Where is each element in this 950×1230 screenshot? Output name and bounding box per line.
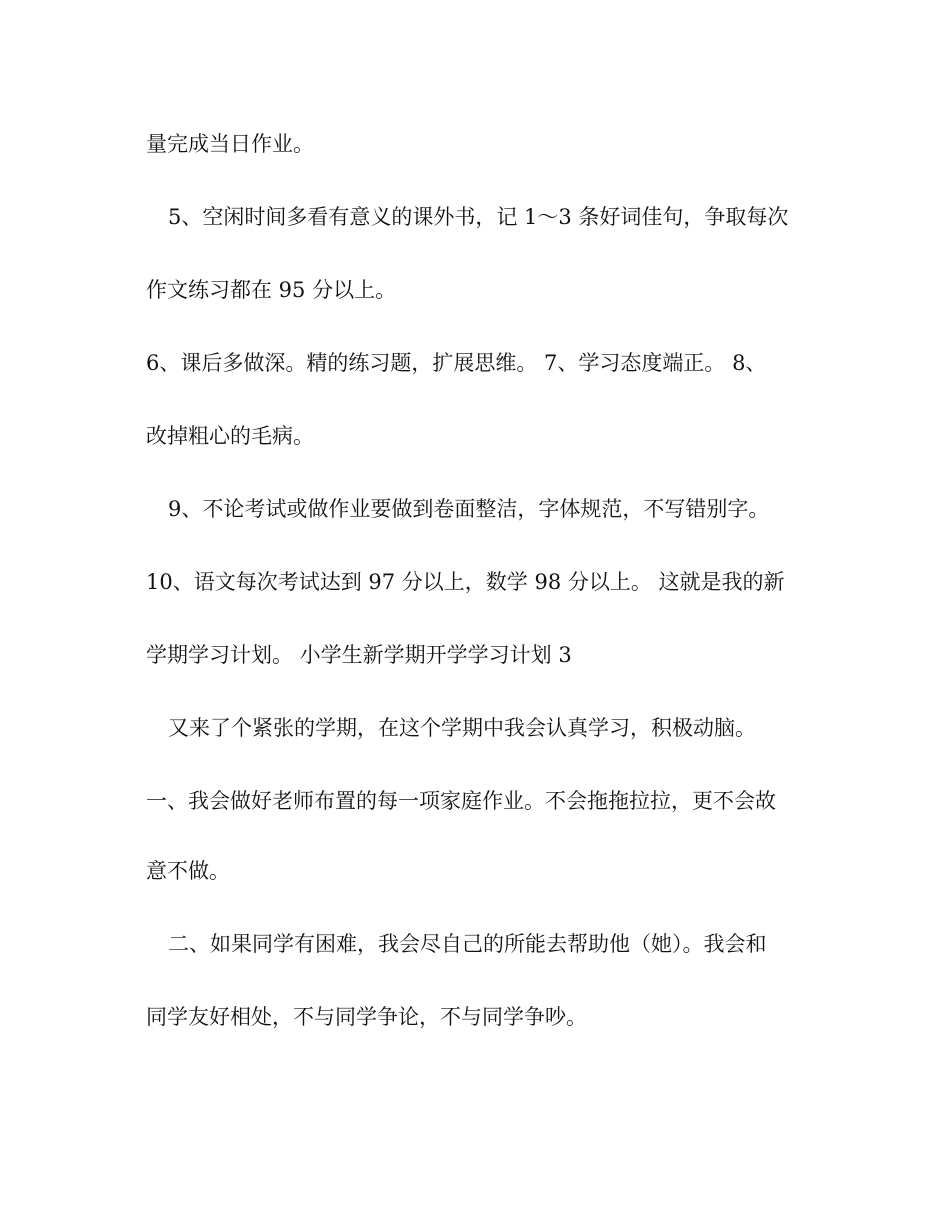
text-line: 二、如果同学有困难，我会尽自己的所能去帮助他（她）。我会和	[168, 932, 767, 956]
text-line: 5、空闲时间多看有意义的课外书，记 1～3 条好词佳句，争取每次	[168, 205, 789, 229]
text-line: 改掉粗心的毛病。	[146, 424, 314, 448]
text-line: 又来了个紧张的学期，在这个学期中我会认真学习，积极动脑。	[168, 716, 756, 740]
text-line: 同学友好相处，不与同学争论，不与同学争吵。	[146, 1005, 587, 1029]
text-line: 量完成当日作业。	[146, 132, 314, 156]
text-line: 10、语文每次考试达到 97 分以上，数学 98 分以上。 这就是我的新	[146, 570, 785, 594]
text-line: 意不做。	[146, 859, 230, 883]
text-line: 学期学习计划。 小学生新学期开学学习计划 3	[146, 643, 572, 667]
text-line: 作文练习都在 95 分以上。	[146, 278, 397, 302]
text-line: 9、不论考试或做作业要做到卷面整洁，字体规范，不写错别字。	[168, 497, 770, 521]
text-line: 6、课后多做深。精的练习题，扩展思维。 7、学习态度端正。 8、	[146, 351, 767, 375]
text-line: 一、我会做好老师布置的每一项家庭作业。不会拖拖拉拉，更不会故	[146, 789, 776, 813]
